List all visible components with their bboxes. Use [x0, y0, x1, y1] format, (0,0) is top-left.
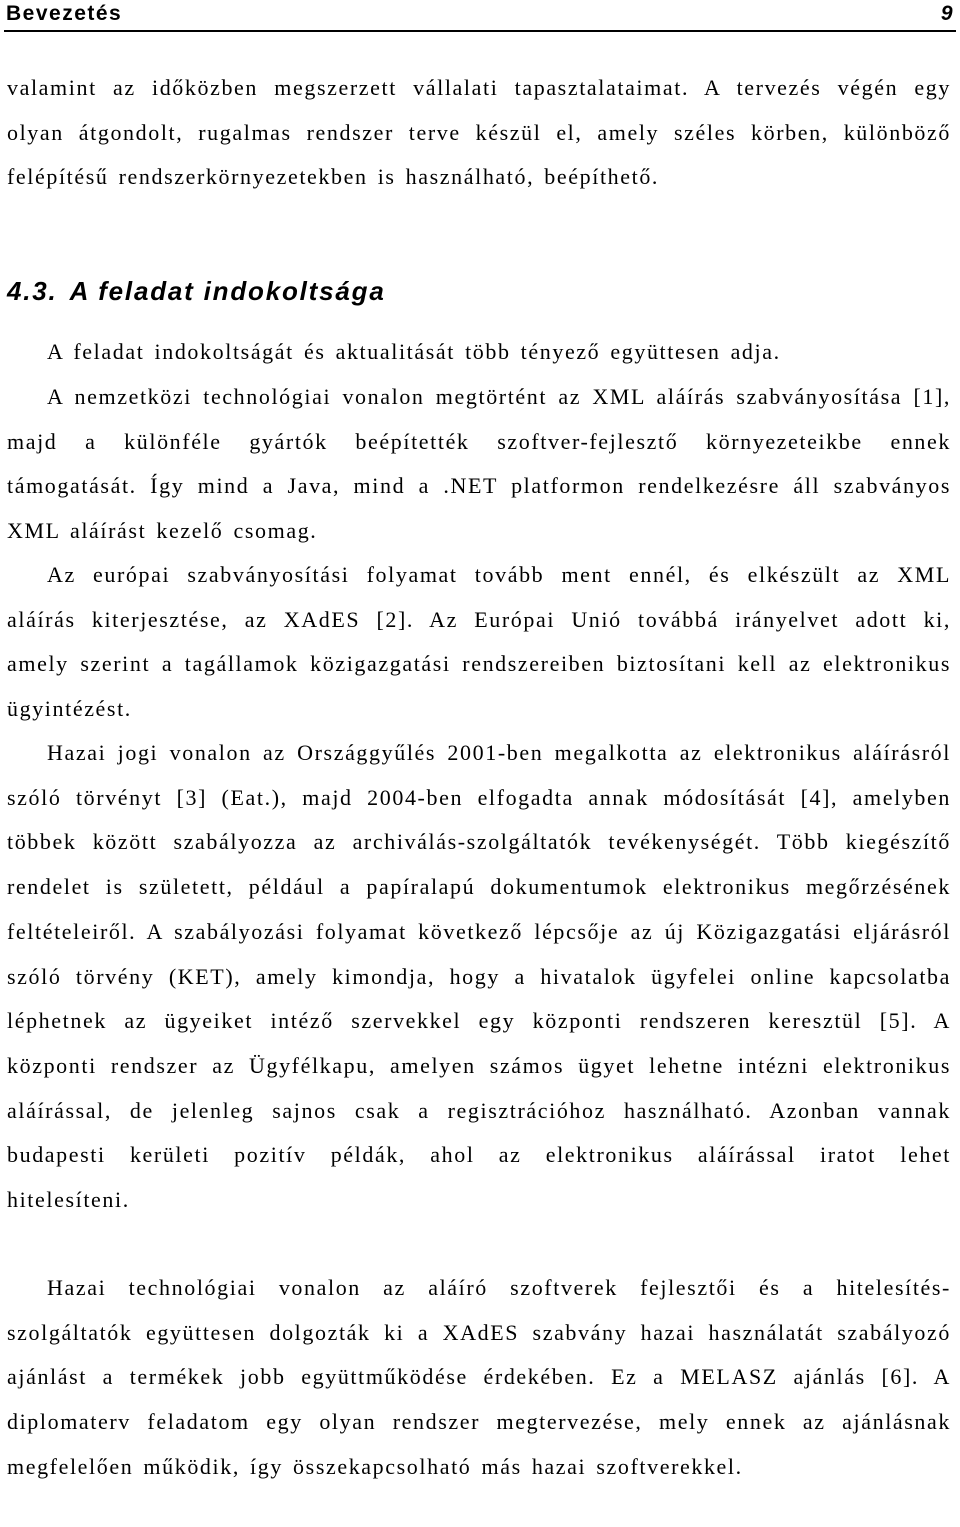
- paragraph-summary: A feladat indokoltságát és aktualitását több tényező együttesen adja.: [47, 339, 781, 364]
- paragraph-intro-continuation: valamint az időközben megszerzett vállalati tapasztalataimat. A tervezés végén egy olyan átgondolt, rugalmas rendszer terve készül el, amely széles körben, különböző felépítésű rendszerkörnyezetekben is használható, beépíthető.: [7, 75, 951, 190]
- chapter-title: Bevezetés: [6, 2, 123, 25]
- section-title: A feladat indokoltsága: [69, 276, 386, 306]
- paragraph-international: A nemzetközi technológiai vonalon megtörtént az XML aláírás szabványosítása [1], majd a különféle gyártók beépítették szoftver-fejlesztő környezeteikbe ennek támogatását. Így mind a Java, mind a .NET platformon rendelkezésre áll szabványos XML aláírást kezelő csomag.: [7, 384, 951, 544]
- section-number: 4.3.: [7, 276, 58, 306]
- page-header: [4, 0, 956, 32]
- page-number: 9: [940, 2, 954, 25]
- section-heading: [7, 276, 386, 307]
- paragraph-domestic-technology: Hazai technológiai vonalon az aláíró szoftverek fejlesztői és a hitelesítés-szolgáltatók együttesen dolgozták ki a XAdES szabvány hazai használatát szabályozó ajánlást a termékek jobb együttműködése érdekében. Ez a MELASZ ajánlás [6]. A diplomaterv feladatom egy olyan rendszer megtervezése, mely ennek az ajánlásnak megfelelően működik, így összekapcsolható más hazai szoftverekkel.: [7, 1275, 951, 1479]
- paragraph-european: Az európai szabványosítási folyamat tovább ment ennél, és elkészült az XML aláírás kiterjesztése, az XAdES [2]. Az Európai Unió továbbá irányelvet adott ki, amely szerint a tagállamok közigazgatási rendszereiben biztosítani kell az elektronikus ügyintézést.: [7, 562, 951, 722]
- paragraph-domestic-legal: Hazai jogi vonalon az Országgyűlés 2001-ben megalkotta az elektronikus aláírásról szóló törvényt [3] (Eat.), majd 2004-ben elfogadta annak módosítását [4], amelyben többek között szabályozza az archiválás-szolgáltatók tevékenységét. Több kiegészítő rendelet is született, például a papíralapú dokumentumok elektronikus megőrzésének feltételeiről. A szabályozási folyamat következő lépcsője az új Közigazgatási eljárásról szóló törvény (KET), amely kimondja, hogy a hivatalok ügyfelei online kapcsolatba léphetnek az ügyeiket intéző szervekkel egy központi rendszeren keresztül [5]. A központi rendszer az Ügyfélkapu, amelyen számos ügyet lehetne intézni elektronikus aláírással, de jelenleg sajnos csak a regisztrációhoz használható. Azonban vannak budapesti kerületi pozitív példák, ahol az elektronikus aláírással iratot lehet hitelesíteni.: [7, 740, 951, 1213]
